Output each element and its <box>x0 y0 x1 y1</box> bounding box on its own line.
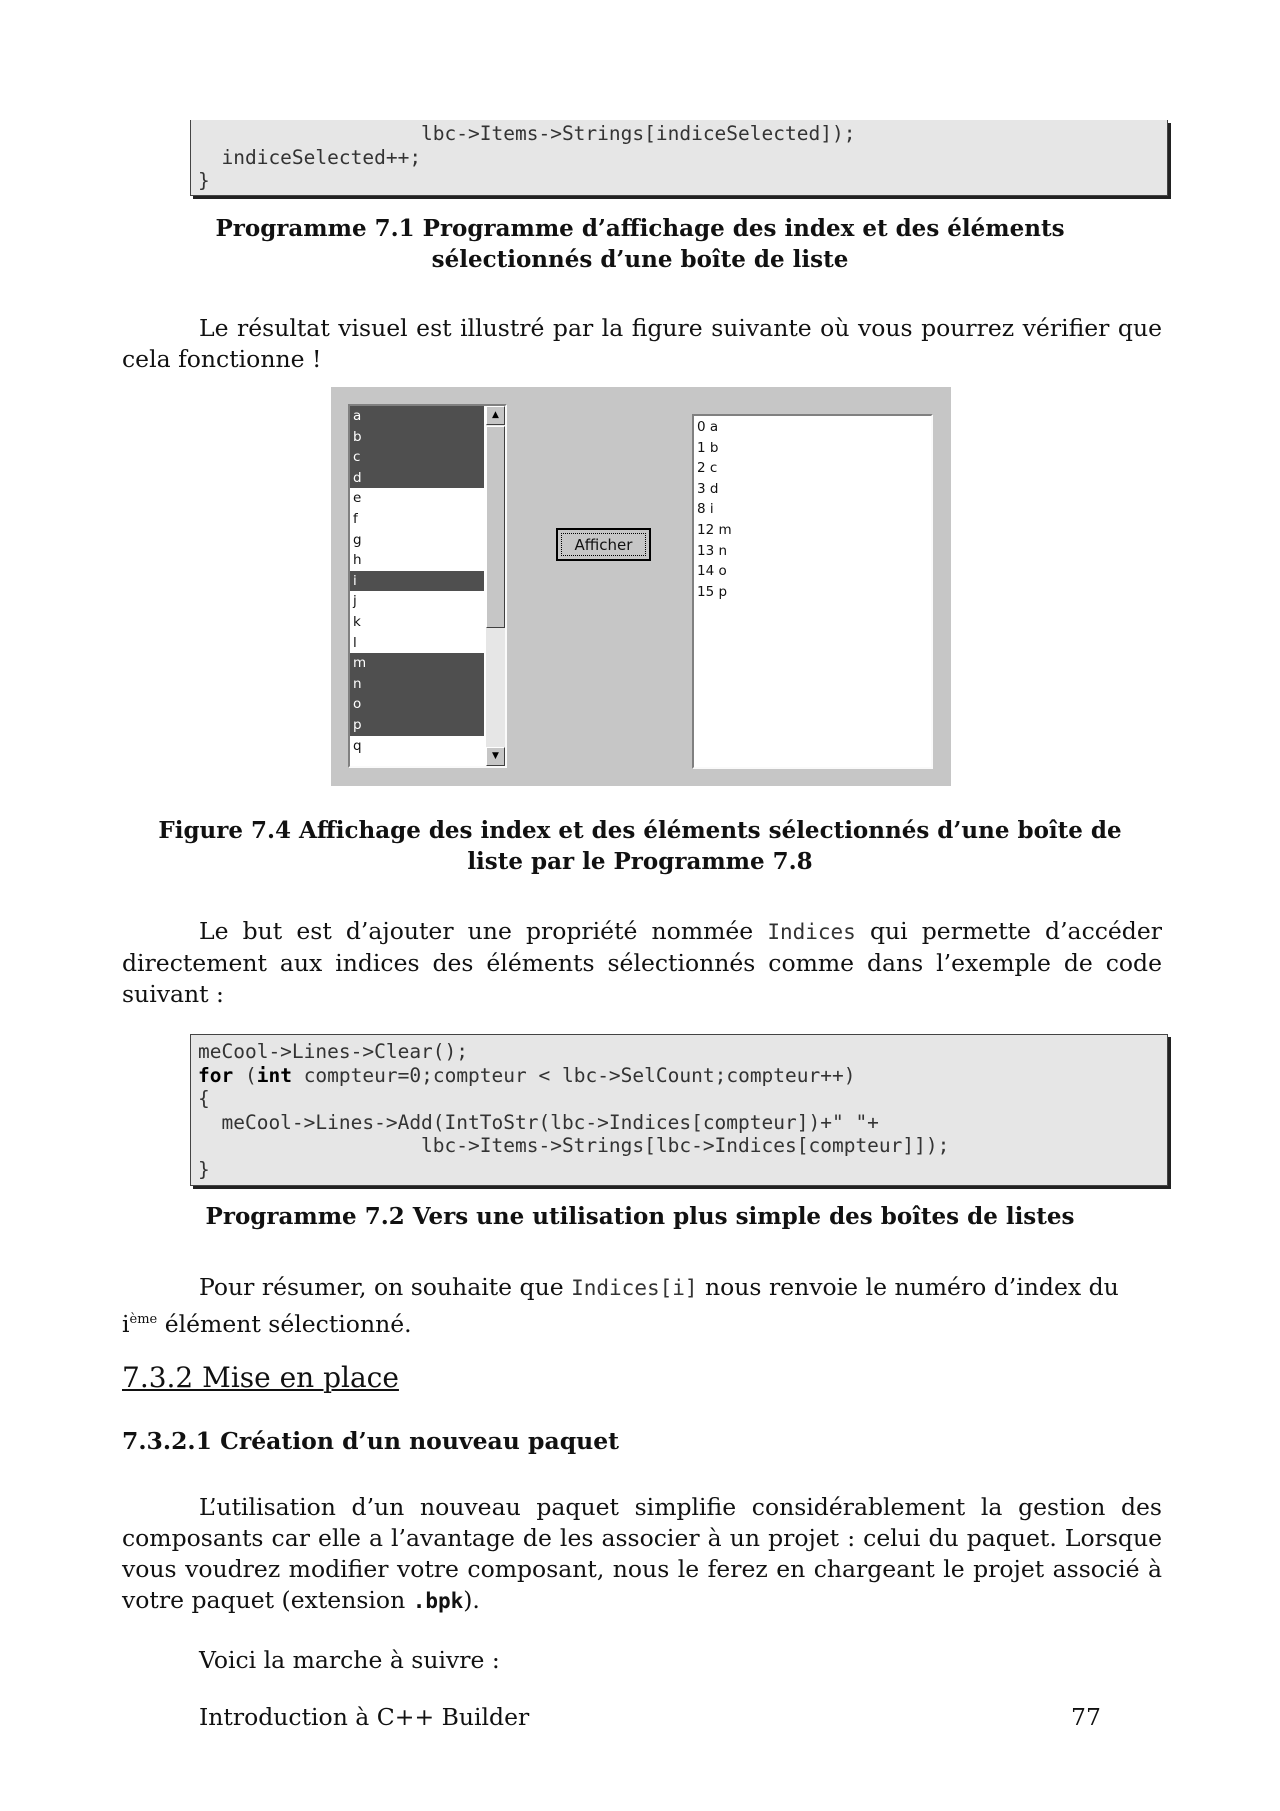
memo-line: 13 n <box>697 542 728 559</box>
paragraph-result: Le résultat visuel est illustré par la figure suivante où vous pourrez vérifier que cela fonctionne ! <box>122 314 1162 373</box>
code-line: } <box>198 169 210 192</box>
caption-line: sélectionnés d’une boîte de liste <box>431 246 849 273</box>
memo-line: 0 a <box>697 419 719 435</box>
memo-line: 14 o <box>697 563 727 580</box>
text: nous renvoie le numéro d’index du <box>697 1273 1119 1301</box>
program-caption-7-2: Programme 7.2 Vers une utilisation plus simple des boîtes de listes <box>205 1203 1075 1230</box>
text: i <box>122 1309 130 1338</box>
inline-code: .bpk <box>412 1589 464 1613</box>
scroll-up-icon[interactable]: ▲ <box>486 406 505 425</box>
section-heading-7-3-2: 7.3.2 Mise en place <box>122 1361 399 1394</box>
text: L’utilisation d’un nouveau paquet simplifie considérablement la gestion des composants car elle a l’avantage de les associer à un projet : celui du paquet. Lorsque vous voudrez modifier votre composant, nous le ferez en chargeant le projet associé à votre paquet (extension <box>122 1493 1162 1614</box>
listbox-item[interactable]: l <box>353 634 357 651</box>
summary-line2 <box>122 1304 1162 1340</box>
listbox-item[interactable]: c <box>350 447 484 468</box>
paragraph-summary <box>122 1272 1162 1340</box>
code-line: lbc->Items->Strings[indiceSelected]); <box>198 122 856 145</box>
memo-lines <box>694 417 931 602</box>
code-line: { <box>198 1087 210 1110</box>
listbox-item[interactable]: m <box>350 653 484 674</box>
listbox-item[interactable]: f <box>353 510 358 527</box>
listbox-item[interactable]: a <box>350 406 484 427</box>
output-memo[interactable] <box>692 414 933 769</box>
keyword: for <box>198 1063 234 1087</box>
listbox-item[interactable]: d <box>350 468 484 489</box>
scroll-down-icon[interactable]: ▼ <box>486 747 505 766</box>
footer-page-number: 77 <box>1071 1703 1101 1731</box>
text: élément sélectionné. <box>157 1309 412 1338</box>
code-text: ( <box>233 1063 257 1087</box>
inline-code: Indices <box>767 920 856 944</box>
listbox-item[interactable]: b <box>350 427 484 448</box>
code-line: meCool->Lines->Clear(); <box>198 1040 469 1063</box>
memo-line: 12 m <box>697 521 732 538</box>
listbox-figure <box>331 387 951 786</box>
code-line <box>198 1064 1160 1088</box>
listbox-item[interactable]: e <box>353 490 362 507</box>
afficher-button[interactable] <box>556 528 651 561</box>
code-line: } <box>198 1157 210 1181</box>
caption-line: Figure 7.4 Affichage des index et des éléments sélectionnés d’une boîte de <box>158 817 1122 844</box>
listbox-item[interactable]: o <box>350 694 484 715</box>
caption-line: Programme 7.1 Programme d’affichage des index et des éléments <box>215 215 1065 242</box>
scroll-thumb[interactable] <box>486 426 505 628</box>
code-block-continuation <box>190 120 1168 196</box>
listbox-item[interactable]: j <box>353 593 357 610</box>
superscript: ème <box>129 1312 158 1327</box>
memo-line: 1 b <box>697 439 719 456</box>
paragraph-goal <box>122 916 1162 1010</box>
vertical-scrollbar[interactable] <box>486 406 505 766</box>
caption-line: liste par le Programme 7.8 <box>467 848 813 875</box>
code-line: lbc->Items->Strings[lbc->Indices[compteur]]); <box>198 1134 950 1157</box>
listbox-item[interactable]: h <box>353 552 362 569</box>
keyword: int <box>256 1063 292 1087</box>
listbox-items <box>350 406 484 756</box>
code-block-7-2 <box>190 1034 1168 1186</box>
multi-select-listbox[interactable] <box>348 404 507 768</box>
subsection-heading-7-3-2-1: 7.3.2.1 Création d’un nouveau paquet <box>122 1427 620 1455</box>
code-text: compteur=0;compteur < lbc->SelCount;compteur++) <box>291 1063 856 1087</box>
code-line: indiceSelected++; <box>198 145 422 169</box>
figure-caption-7-4 <box>0 815 1280 877</box>
footer-book-title: Introduction à C++ Builder <box>199 1703 530 1731</box>
text: Le but est d’ajouter une propriété nommée <box>199 917 768 945</box>
afficher-button-label: Afficher <box>561 533 646 556</box>
text: qui permette d’accéder directement aux indices des éléments sélectionnés comme dans l’exemple de code suivant : <box>122 917 1162 1008</box>
memo-line: 2 c <box>697 460 718 477</box>
program-caption-7-1 <box>0 213 1280 275</box>
listbox-item[interactable]: i <box>350 571 484 592</box>
memo-line: 15 p <box>697 583 728 600</box>
paragraph-steps: Voici la marche à suivre : <box>199 1646 500 1674</box>
listbox-item[interactable]: k <box>353 613 361 630</box>
summary-line1 <box>122 1272 1162 1304</box>
listbox-item[interactable]: g <box>353 531 362 548</box>
memo-line: 3 d <box>697 480 719 497</box>
memo-line: 8 i <box>697 501 714 518</box>
listbox-item[interactable]: p <box>350 715 484 736</box>
inline-code: Indices[i] <box>571 1276 698 1300</box>
text: ). <box>463 1586 480 1614</box>
paragraph-package <box>122 1492 1162 1617</box>
code-line: meCool->Lines->Add(IntToStr(lbc->Indices[compteur])+" "+ <box>198 1110 879 1134</box>
text: Pour résumer, on souhaite que <box>199 1273 572 1301</box>
listbox-item[interactable]: n <box>350 674 484 695</box>
listbox-item[interactable]: q <box>353 737 362 754</box>
